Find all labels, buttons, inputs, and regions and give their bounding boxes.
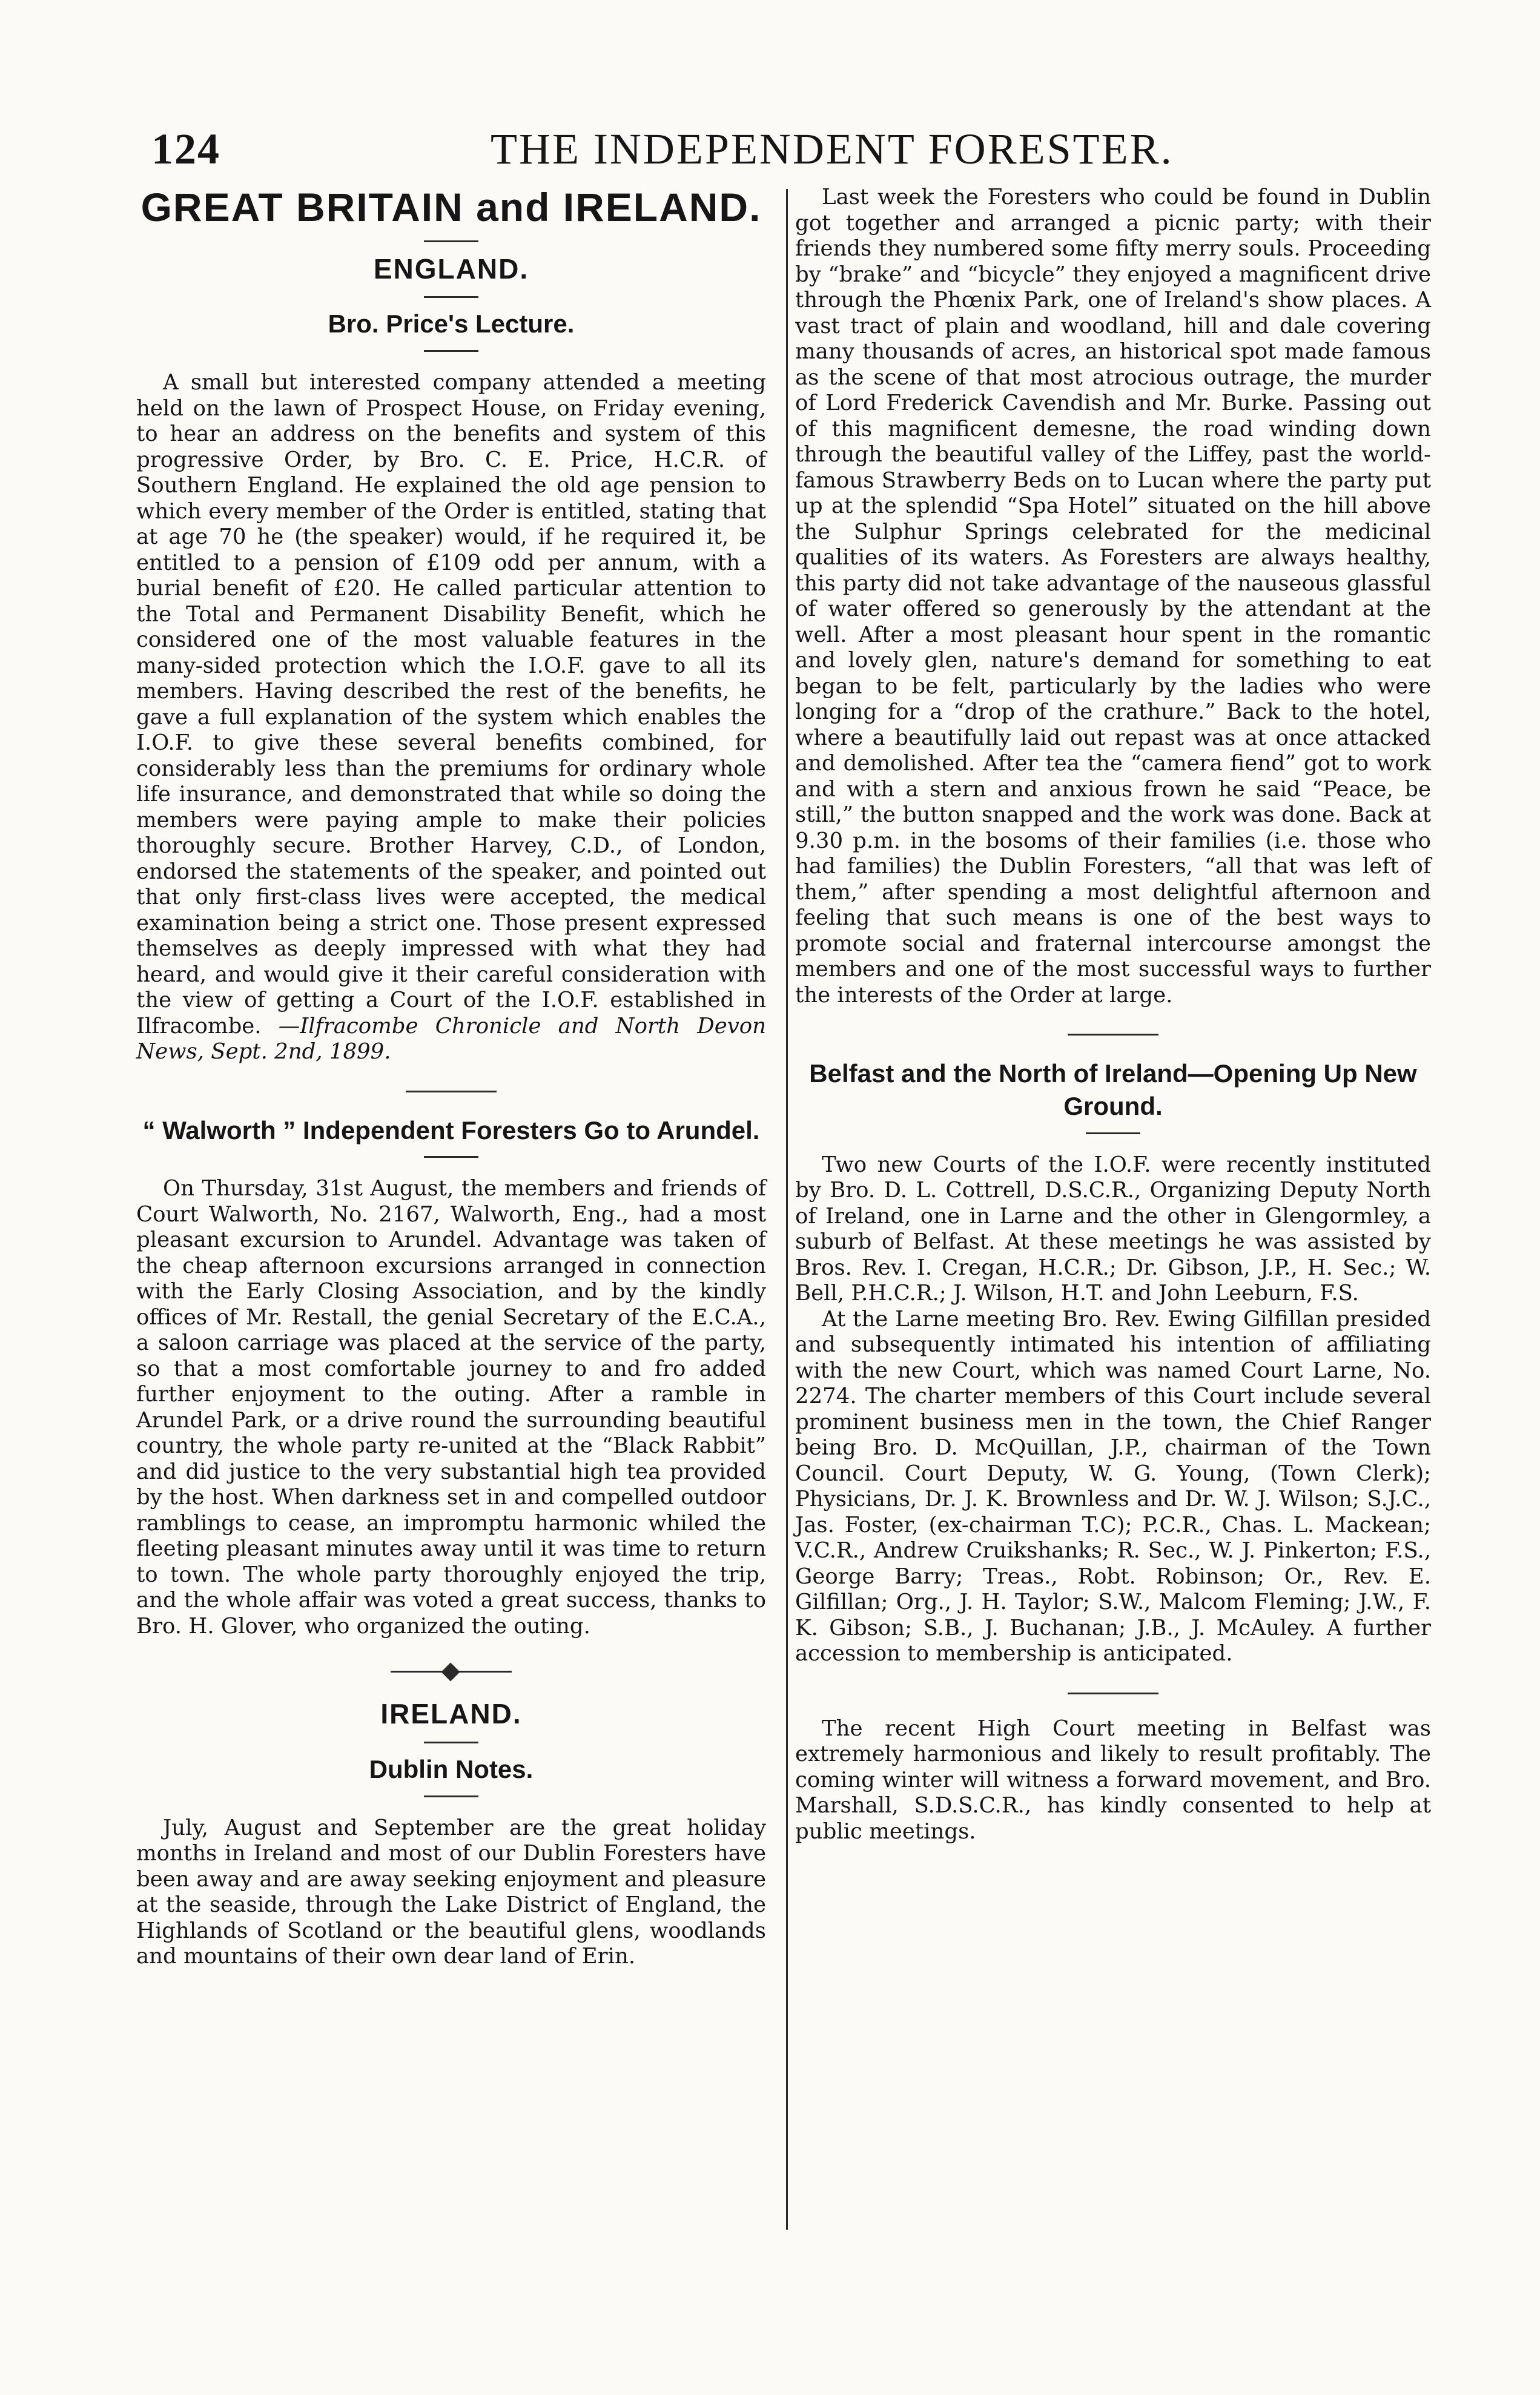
divider [1068, 1693, 1158, 1694]
article-body-lecture [136, 370, 766, 1065]
divider [424, 296, 478, 298]
lecture-source: —Ilfracombe Chronicle and North Devon News, Sept. 2nd, 1899. [136, 1013, 766, 1065]
article-body-belfast-2: At the Larne meeting Bro. Rev. Ewing Gilfillan presided and subsequently intimated his intention of affiliating with the new Court, which was named Court Larne, No. 2274. The charter members of this Court include several prominent business men in the town, the Chief Ranger being Bro. D. McQuillan, J.P., chairman of the Town Council. Court Deputy, W. G. Young, (Town Clerk); Physicians, Dr. J. K. Brownless and Dr. W. J. Wilson; S.J.C., Jas. Foster, (ex-chairman T.C); P.C.R., Chas. L. Mackean; V.C.R., Andrew Cruikshanks; R. Sec., W. J. Pinkerton; F.S., George Barry; Treas., Robt. Robinson; Or., Rev. E. Gilfillan; Org., J. H. Taylor; S.W., Malcom Fleming; J.W., F. K. Gibson; S.B., J. Buchanan; J.B., J. McAuley. A further accession to membership is anticipated. [795, 1306, 1431, 1666]
article-title-lecture: Bro. Price's Lecture. [328, 309, 575, 339]
divider [424, 350, 478, 352]
article-body-dublin: July, August and September are the great holiday months in Ireland and most of our Dublin Foresters have been away and are away seeking enjoyment and pleasure at the seaside, through the Lake District of England, the Highlands of Scotland or the beautiful glens, woodlands and mountains of their own dear land of Erin. [136, 1815, 766, 1969]
divider [1086, 1132, 1140, 1134]
column-divider [786, 189, 788, 2230]
divider [424, 1795, 478, 1797]
divider [424, 1742, 478, 1743]
article-body-belfast-1: Two new Courts of the I.O.F. were recently instituted by Bro. D. L. Cottrell, D.S.C.R., Organizing Deputy North of Ireland, one in Larne and the other in Glengormley, a suburb of Belfast. At these meetings he was assisted by Bros. Rev. I. Cregan, H.C.R.; Dr. Gibson, J.P., H. Sec.; W. Bell, P.H.C.R.; J. Wilson, H.T. and John Leeburn, F.S. [795, 1152, 1431, 1306]
divider [406, 1091, 497, 1092]
article-title-walworth: “ Walworth ” Independent Foresters Go to Arundel. [142, 1115, 760, 1145]
lecture-text: A small but interested company attended a meeting held on the lawn of Prospect House, on Friday evening, to hear an address on the benefits and system of this progressive Order, by Bro. C. E. Price, H.C.R. of Southern England. He explained the old age pension to which every member of the Order is entitled, stating that at age 70 he (the speaker) would, if he required it, be entitled to a pension of £109 odd per annum, with a burial benefit of £20. He called particular attention to the Total and Permanent Disability Benefit, which he considered one of the most valuable features in the many-sided protection which the I.O.F. gave to all its members. Having described the rest of the benefits, he gave a full explanation of the system which enables the I.O.F. to give these several benefits combined, for considerably less than the premiums for ordinary whole life insurance, and demonstrated that while so doing the members were paying ample to make their policies thoroughly secure. Brother Harvey, C.D., of London, endorsed the statements of the speaker, and pointed out that only first-class lives were accepted, the medical examination being a strict one. Those present expressed themselves as deeply impressed with what they had heard, and would give it their careful consideration with the view of getting a Court of the I.O.F. established in Ilfracombe. [136, 370, 766, 1039]
divider [424, 240, 478, 242]
article-body-dublin-continued: Last week the Foresters who could be found in Dublin got together and arranged a picnic party; with their friends they numbered some fifty merry souls. Proceeding by “brake” and “bicycle” they enjoyed a magnificent drive through the Phœnix Park, one of Ireland's show places. A vast tract of plain and woodland, hill and dale covering many thousands of acres, an historical spot made famous as the scene of that most atrocious outrage, the murder of Lord Frederick Cavendish and Mr. Burke. Passing out of this magnificent demesne, the road winding down through the beautiful valley of the Liffey, past the world-famous Strawberry Beds on to Lucan where the party put up at the splendid “Spa Hotel” situated on the hill above the Sulphur Springs celebrated for the medicinal qualities of its waters. As Foresters are always healthy, this party did not take advantage of the nauseous glassful of water offered so generously by the attendant at the well. After a most pleasant hour spent in the romantic and lovely glen, nature's demand for something to eat began to be felt, particularly by the ladies who were longing for a “drop of the crathure.” Back to the hotel, where a beautifully laid out repast was at once attacked and demolished. After tea the “camera fiend” got to work and with a stern and anxious frown he said “Peace, be still,” the button snapped and the work was done. Back at 9.30 p.m. in the bosoms of their families (i.e. those who had families) the Dublin Foresters, “all that was left of them,” after spending a most delightful afternoon and feeling that such means is one of the best ways to promote social and fraternal intercourse amongst the members and one of the most successful ways to further the interests of the Order at large. [795, 185, 1431, 1008]
article-body-walworth: On Thursday, 31st August, the members and friends of Court Walworth, No. 2167, Walworth, Eng., had a most pleasant excursion to Arundel. Advantage was taken of the cheap afternoon excursions arranged in connection with the Early Closing Association, and by the kindly offices of Mr. Restall, the genial Secretary of the E.C.A., a saloon carriage was placed at the service of the party, so that a most comfortable journey to and fro added further enjoyment to the outing. After a ramble in Arundel Park, or a drive round the surrounding beautiful country, the whole party re-united at the “Black Rabbit” and did justice to the very substantial high tea provided by the host. When darkness set in and compelled outdoor ramblings to cease, an impromptu harmonic whiled the fleeting pleasant minutes away until it was time to return to town. The whole party thoroughly enjoyed the trip, and the whole affair was voted a great success, thanks to Bro. H. Glover, who organized the outing. [136, 1176, 766, 1639]
section-title-great-britain: GREAT BRITAIN and IRELAND. [140, 185, 762, 230]
subsection-title-ireland: IRELAND. [380, 1698, 522, 1730]
divider [424, 1156, 478, 1158]
ornamental-divider [391, 1671, 512, 1673]
left-column [136, 185, 766, 1970]
article-title-dublin: Dublin Notes. [369, 1754, 534, 1783]
divider [1068, 1034, 1158, 1036]
article-body-belfast-3: The recent High Court meeting in Belfast was extremely harmonious and likely to result profitably. The coming winter will witness a forward movement, and Bro. Marshall, S.D.S.C.R., has kindly consented to help at public meetings. [795, 1716, 1431, 1844]
right-column [795, 185, 1431, 1845]
journal-title: THE INDEPENDENT FORESTER. [491, 125, 1174, 173]
article-title-belfast: Belfast and the North of Ireland—Opening Up New Ground. [809, 1059, 1417, 1120]
running-header [151, 124, 1393, 179]
page-number: 124 [151, 125, 220, 173]
subsection-title-england: ENGLAND. [373, 253, 529, 285]
